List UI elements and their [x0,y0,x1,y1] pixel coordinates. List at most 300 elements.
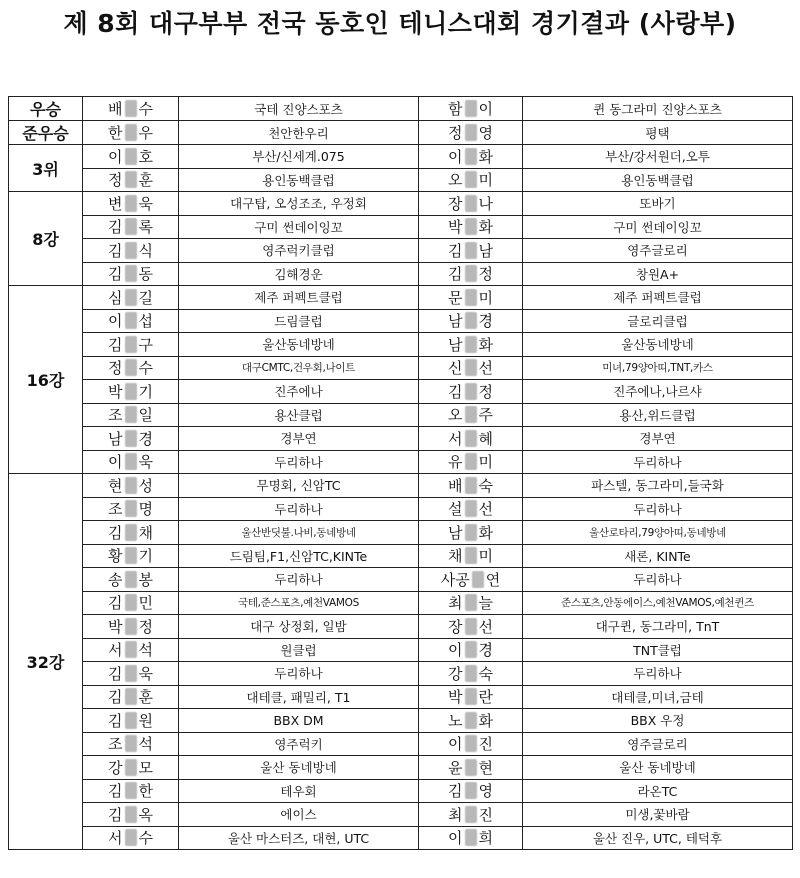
player-name-first: 장 [448,617,463,636]
player-name [83,709,179,733]
player-name [419,521,523,545]
club-name: 에이스 [179,803,419,827]
player-name-last: 호 [138,147,153,166]
stage-label: 준우승 [9,121,83,145]
stage-label: 3위 [9,145,83,192]
page-title: 제 8회 대구부부 전국 동호인 테니스대회 경기결과 (사랑부) [63,9,737,38]
redaction-mask [125,641,137,658]
redaction-mask [465,171,477,188]
redaction-mask [465,665,477,682]
redaction-mask [125,477,137,494]
club-name: 영주글로리 [523,732,793,756]
redaction-mask [465,547,477,564]
player-name-last: 기 [138,382,153,401]
player-name-last: 숙 [478,476,493,495]
club-name: 미생,꽃바람 [523,803,793,827]
redaction-mask [125,735,137,752]
redaction-mask [465,289,477,306]
player-name-first: 배 [448,476,463,495]
stage-label: 16강 [9,286,83,474]
player-name [419,497,523,521]
club-name: 영주럭키 [179,732,419,756]
player-name-first: 김 [108,594,123,613]
player-name-last: 길 [138,288,153,307]
player-name-first: 배 [108,100,123,118]
player-name-first: 노 [448,711,463,730]
player-name [83,380,179,404]
player-name-last: 정 [138,617,153,636]
player-name-first: 윤 [448,758,463,777]
player-name [419,756,523,780]
player-name-last: 수 [138,359,153,378]
club-name: 용산클럽 [179,403,419,427]
player-name-last: 구 [138,335,153,354]
redaction-mask [465,524,477,541]
player-name-first: 남 [448,312,463,331]
player-name-last: 동 [138,265,153,284]
club-name: 용인동백클럽 [523,168,793,192]
table-row [9,521,793,545]
club-name: 두리하나 [179,662,419,686]
club-name: 또바기 [523,192,793,216]
player-name-first: 김 [108,265,123,284]
player-name [83,756,179,780]
table-row [9,403,793,427]
redaction-mask [125,100,137,117]
player-name-last: 채 [138,523,153,542]
redaction-mask [465,477,477,494]
table-row [9,662,793,686]
player-name [419,803,523,827]
player-name-first: 조 [108,406,123,425]
player-name-last: 화 [478,335,493,354]
player-name-last: 선 [478,359,493,378]
player-name [419,779,523,803]
club-name: 무명회, 신암TC [179,474,419,498]
player-name-last: 섭 [138,312,153,331]
redaction-mask [465,242,477,259]
player-name-last: 늘 [478,594,493,613]
redaction-mask [465,594,477,611]
redaction-mask [125,430,137,447]
club-name: 미녀,79양아띠,TNT,카스 [523,356,793,380]
redaction-mask [472,571,484,588]
club-name: BBX 우정 [523,709,793,733]
player-name [83,450,179,474]
club-name: 대테클,미녀,금테 [523,685,793,709]
player-name [419,615,523,639]
redaction-mask [125,524,137,541]
player-name-last: 훈 [138,688,153,707]
redaction-mask [465,618,477,635]
club-name: 파스텔, 동그라미,들국화 [523,474,793,498]
player-name [83,638,179,662]
club-name: 퀸 동그라미 진양스포츠 [523,97,793,121]
player-name-first: 최 [448,594,463,613]
player-name [419,192,523,216]
redaction-mask [125,124,137,141]
player-name-first: 조 [108,500,123,519]
player-name-last: 정 [478,382,493,401]
redaction-mask [125,289,137,306]
table-row [9,826,793,850]
player-name-last: 미 [478,288,493,307]
club-name: 진주에나 [179,380,419,404]
club-name: 제주 퍼펙트클럽 [523,286,793,310]
redaction-mask [465,383,477,400]
redaction-mask [465,735,477,752]
player-name-last: 원 [138,711,153,730]
redaction-mask [465,782,477,799]
player-name-first: 유 [448,453,463,472]
redaction-mask [125,406,137,423]
redaction-mask [125,242,137,259]
club-name: BBX DM [179,709,419,733]
table-row [9,638,793,662]
redaction-mask [125,806,137,823]
player-name-last: 화 [478,523,493,542]
club-name: 부산/신세계.075 [179,145,419,169]
player-name-first: 채 [448,547,463,566]
player-name-last: 록 [138,218,153,237]
player-name [83,121,179,145]
player-name [83,732,179,756]
player-name-first: 김 [108,523,123,542]
table-row [9,97,793,121]
redaction-mask [465,124,477,141]
redaction-mask [125,759,137,776]
redaction-mask [125,782,137,799]
player-name [419,239,523,263]
club-name: 부산/강서원더,오투 [523,145,793,169]
player-name [83,97,179,121]
player-name-first: 이 [448,829,463,848]
redaction-mask [125,500,137,517]
player-name-last: 봉 [138,570,153,589]
player-name [83,779,179,803]
club-name: 두리하나 [523,568,793,592]
player-name [83,521,179,545]
player-name-first: 이 [108,453,123,472]
table-row [9,239,793,263]
player-name-first: 남 [448,523,463,542]
table-row [9,685,793,709]
player-name-last: 희 [478,829,493,848]
player-name-last: 일 [138,406,153,425]
player-name-first: 김 [108,688,123,707]
table-row [9,474,793,498]
player-name [419,309,523,333]
player-name-first: 박 [108,617,123,636]
redaction-mask [125,383,137,400]
player-name-first: 김 [108,782,123,801]
table-row [9,497,793,521]
redaction-mask [465,688,477,705]
club-name: TNT클럽 [523,638,793,662]
player-name-first: 조 [108,735,123,754]
redaction-mask [465,100,477,117]
redaction-mask [125,618,137,635]
player-name [83,333,179,357]
player-name [419,403,523,427]
redaction-mask [125,312,137,329]
player-name-first: 이 [108,147,123,166]
player-name-first: 최 [448,805,463,824]
club-name: 제주 퍼펙트클럽 [179,286,419,310]
table-row [9,732,793,756]
player-name [419,356,523,380]
redaction-mask [125,148,137,165]
player-name [419,685,523,709]
club-name: 두리하나 [179,497,419,521]
player-name-last: 남 [478,241,493,260]
player-name [83,497,179,521]
club-name: 라온TC [523,779,793,803]
table-row [9,215,793,239]
player-name-first: 정 [448,124,463,142]
redaction-mask [125,665,137,682]
player-name-last: 현 [478,758,493,777]
table-row [9,591,793,615]
table-row [9,615,793,639]
player-name [419,121,523,145]
club-name: 용산,위드클럽 [523,403,793,427]
stage-label: 우승 [9,97,83,121]
redaction-mask [125,359,137,376]
club-name: 대구탑, 오성조조, 우정회 [179,192,419,216]
club-name: 진주에나,나르샤 [523,380,793,404]
club-name: 경부연 [179,427,419,451]
table-row [9,427,793,451]
player-name-last: 성 [138,476,153,495]
redaction-mask [125,453,137,470]
player-name-first: 설 [448,500,463,519]
player-name-last: 석 [138,735,153,754]
player-name-last: 숙 [478,664,493,683]
player-name [83,803,179,827]
club-name: 두리하나 [523,662,793,686]
redaction-mask [125,571,137,588]
player-name [83,615,179,639]
player-name-last: 옥 [138,805,153,824]
player-name [83,145,179,169]
table-row [9,145,793,169]
club-name: 두리하나 [179,568,419,592]
club-name: 경부연 [523,427,793,451]
club-name: 울산 동네방네 [523,756,793,780]
player-name [419,591,523,615]
player-name [419,826,523,850]
club-name: 드림클럽 [179,309,419,333]
player-name [83,403,179,427]
player-name-last: 화 [478,218,493,237]
player-name-last: 진 [478,805,493,824]
player-name [419,168,523,192]
player-name-first: 강 [108,758,123,777]
player-name-first: 이 [448,641,463,660]
redaction-mask [465,195,477,212]
player-name [83,544,179,568]
club-name: 울산동네방네 [523,333,793,357]
player-name [419,732,523,756]
player-name-last: 한 [138,782,153,801]
club-name: 울산로타리,79양아띠,동네방네 [523,521,793,545]
redaction-mask [125,336,137,353]
player-name [419,568,523,592]
player-name [83,309,179,333]
redaction-mask [465,712,477,729]
player-name [83,356,179,380]
player-name-first: 김 [448,382,463,401]
player-name [419,215,523,239]
player-name-first: 황 [108,547,123,566]
club-name: 울산 마스터즈, 대현, UTC [179,826,419,850]
player-name [419,97,523,121]
redaction-mask [125,547,137,564]
redaction-mask [125,265,137,282]
player-name [83,262,179,286]
player-name [83,662,179,686]
redaction-mask [465,218,477,235]
player-name-last: 욱 [138,194,153,213]
player-name-last: 이 [478,100,493,118]
table-row [9,380,793,404]
player-name-first: 변 [108,194,123,213]
redaction-mask [465,148,477,165]
club-name: 구미 썬데이잉꼬 [523,215,793,239]
club-name: 울산반딧불.나비,동네방네 [179,521,419,545]
player-name [419,544,523,568]
redaction-mask [125,171,137,188]
player-name-last: 경 [138,429,153,448]
redaction-mask [125,594,137,611]
player-name-first: 이 [448,147,463,166]
redaction-mask [465,500,477,517]
redaction-mask [465,641,477,658]
player-name-last: 훈 [138,171,153,190]
table-row [9,779,793,803]
redaction-mask [125,688,137,705]
player-name [419,286,523,310]
player-name-first: 신 [448,359,463,378]
table-row [9,333,793,357]
redaction-mask [465,336,477,353]
table-row [9,168,793,192]
player-name-first: 송 [108,570,123,589]
club-name: 대구 상정회, 일밤 [179,615,419,639]
player-name-first: 한 [108,124,123,142]
table-row [9,544,793,568]
player-name [83,286,179,310]
club-name: 창원A+ [523,262,793,286]
redaction-mask [465,430,477,447]
table-row [9,309,793,333]
club-name: 새론, KINTe [523,544,793,568]
player-name-first: 김 [448,265,463,284]
club-name: 울산 동네방네 [179,756,419,780]
player-name-first: 현 [108,476,123,495]
player-name-first: 김 [108,241,123,260]
player-name-last: 선 [478,617,493,636]
player-name-first: 김 [108,335,123,354]
redaction-mask [465,312,477,329]
player-name [419,333,523,357]
player-name-first: 문 [448,288,463,307]
player-name-first: 이 [108,312,123,331]
player-name-first: 김 [108,711,123,730]
player-name-last: 영 [478,782,493,801]
table-row [9,803,793,827]
player-name-last: 명 [138,500,153,519]
player-name-first: 서 [108,641,123,660]
player-name-first: 김 [108,218,123,237]
club-name: 대테클, 패밀리, T1 [179,685,419,709]
player-name-last: 미 [478,453,493,472]
club-name: 대구CMTC,건우회,나이트 [179,356,419,380]
redaction-mask [465,453,477,470]
table-row [9,121,793,145]
redaction-mask [125,829,137,846]
player-name-first: 사공 [440,570,470,589]
player-name-last: 주 [478,406,493,425]
club-name: 평택 [523,121,793,145]
redaction-mask [465,806,477,823]
player-name [83,168,179,192]
player-name-first: 박 [448,688,463,707]
player-name [419,662,523,686]
player-name-last: 수 [138,100,153,118]
player-name-first: 장 [448,194,463,213]
player-name-last: 욱 [138,664,153,683]
table-row [9,192,793,216]
player-name-last: 영 [478,124,493,142]
player-name-last: 정 [478,265,493,284]
redaction-mask [465,406,477,423]
redaction-mask [465,359,477,376]
club-name: 천안한우리 [179,121,419,145]
player-name [83,568,179,592]
player-name [83,239,179,263]
player-name [419,427,523,451]
redaction-mask [465,265,477,282]
player-name-last: 혜 [478,429,493,448]
player-name-last: 란 [478,688,493,707]
club-name: 울산 진우, UTC, 테덕후 [523,826,793,850]
stage-label: 8강 [9,192,83,286]
player-name [83,591,179,615]
table-row [9,262,793,286]
club-name: 용인동백클럽 [179,168,419,192]
player-name-first: 박 [108,382,123,401]
player-name-first: 오 [448,406,463,425]
club-name: 원클럽 [179,638,419,662]
table-row [9,356,793,380]
player-name-last: 식 [138,241,153,260]
player-name-last: 수 [138,829,153,848]
player-name-first: 이 [448,735,463,754]
player-name-first: 함 [448,100,463,118]
player-name-last: 민 [138,594,153,613]
player-name [419,262,523,286]
club-name: 국테 진양스포츠 [179,97,419,121]
player-name-last: 경 [478,641,493,660]
redaction-mask [465,829,477,846]
redaction-mask [125,218,137,235]
table-row [9,568,793,592]
player-name-first: 강 [448,664,463,683]
player-name-last: 우 [138,124,153,142]
club-name: 테우회 [179,779,419,803]
